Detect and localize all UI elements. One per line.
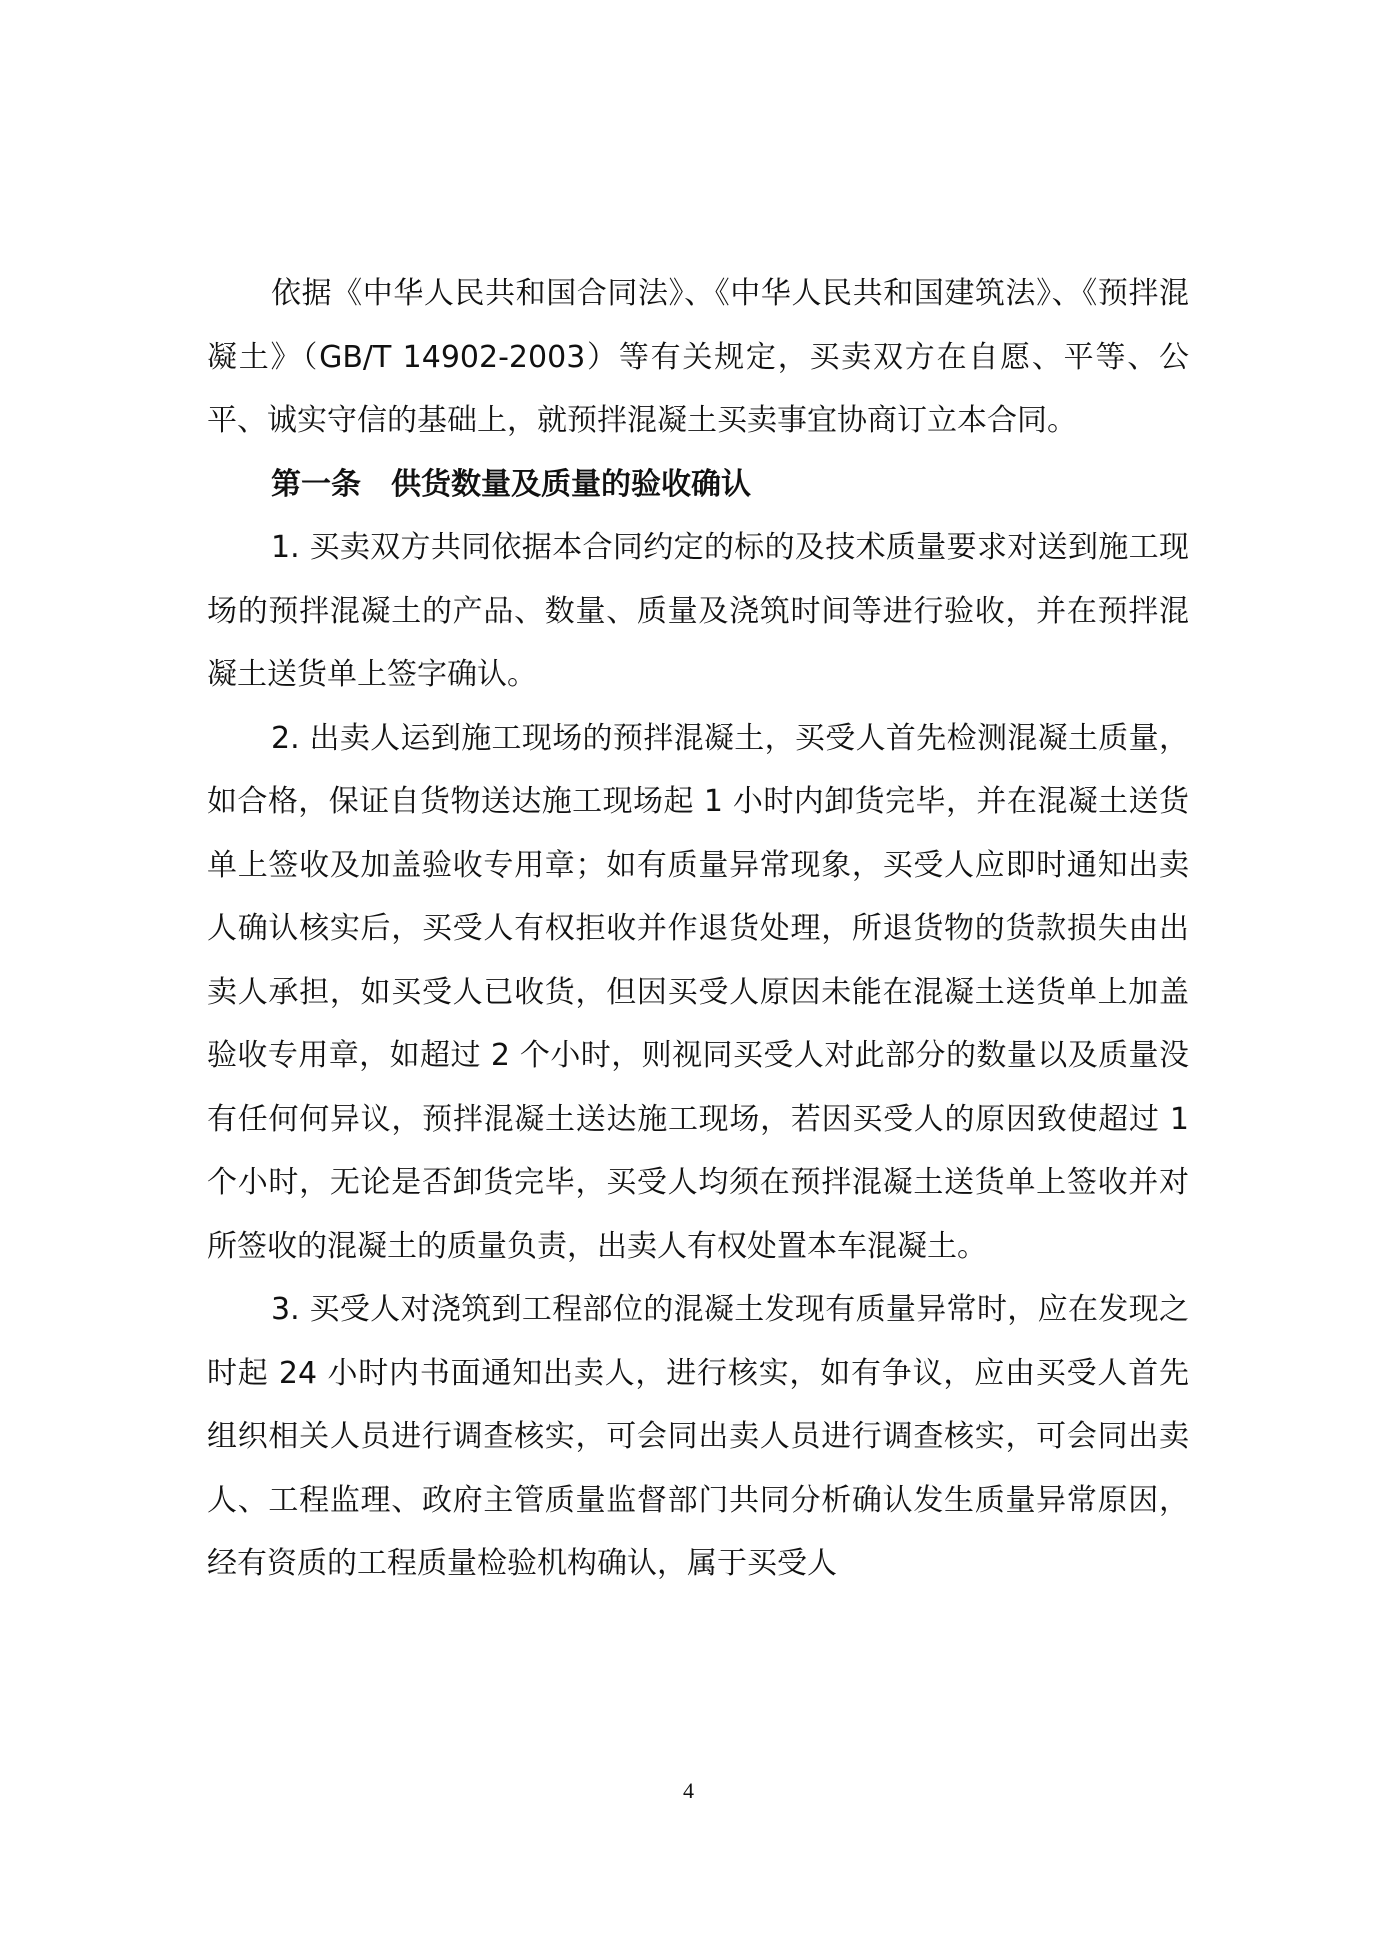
article-heading: 第一条 供货数量及质量的验收确认 bbox=[271, 466, 751, 502]
clause-2: 2. 出卖人运到施工现场的预拌混凝土，买受人首先检测混凝土质量，如合格，保证自货物送达施工现场起 1 小时内卸货完毕，并在混凝土送货单上签收及加盖验收专用章；如有质量异常现象，买受人应即时通知出卖人确认核实后，买受人有权拒收并作退货处理，所退货物的货款损失由出卖人承担，如买受人已收货，但因买受人原因未能在混凝土送货单上加盖验收专用章，如超过 2 个小时，则视同买受人对此部分的数量以及质量没有任何何异议，预拌混凝土送达施工现场，若因买受人的原因致使超过 1 个小时，无论是否卸货完毕，买受人均须在预拌混凝土送货单上签收并对所签收的混凝土的质量负责，出卖人有权处置本车混凝土。 bbox=[207, 720, 1189, 1264]
intro-paragraph: 依据《中华人民共和国合同法》、《中华人民共和国建筑法》、《预拌混凝土》（GB/T 14902-2003）等有关规定，买卖双方在自愿、平等、公平、诚实守信的基础上，就预拌混凝土买卖事宜协商订立本合同。 bbox=[207, 276, 1189, 438]
page-number: 4 bbox=[683, 1778, 694, 1803]
document-body bbox=[207, 262, 1189, 1596]
clause-3: 3. 买受人对浇筑到工程部位的混凝土发现有质量异常时，应在发现之时起 24 小时内书面通知出卖人，进行核实，如有争议，应由买受人首先组织相关人员进行调查核实，可会同出卖人员进行调查核实，可会同出卖人、工程监理、政府主管质量监督部门共同分析确认发生质量异常原因，经有资质的工程质量检验机构确认，属于买受人 bbox=[207, 1292, 1189, 1581]
clause-1: 1. 买卖双方共同依据本合同约定的标的及技术质量要求对送到施工现场的预拌混凝土的产品、数量、质量及浇筑时间等进行验收，并在预拌混凝土送货单上签字确认。 bbox=[207, 530, 1189, 692]
